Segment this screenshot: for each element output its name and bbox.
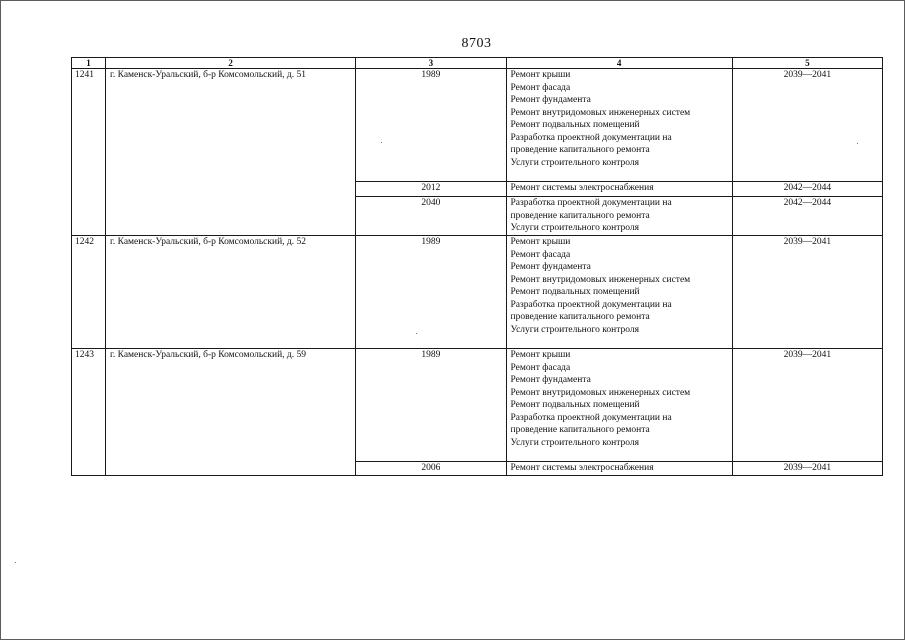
- work-item: проведение капитального ремонта: [510, 145, 650, 155]
- works-list: [506, 69, 732, 182]
- repair-period: 2039—2041: [732, 69, 882, 182]
- work-item: Услуги строительного контроля: [510, 223, 639, 233]
- work-item: Ремонт внутридомовых инженерных систем: [510, 107, 691, 118]
- row-number: 1243: [72, 349, 106, 476]
- building-address: г. Каменск-Уральский, б-р Комсомольский, д. 52: [106, 236, 356, 349]
- work-item: Разработка проектной документации на: [510, 198, 672, 208]
- work-item: проведение капитального ремонта: [510, 210, 650, 221]
- repair-period: 2039—2041: [732, 349, 882, 462]
- table-row: [72, 236, 883, 349]
- work-item: Разработка проектной документации на: [510, 412, 672, 423]
- building-address: г. Каменск-Уральский, б-р Комсомольский, д. 51: [106, 69, 356, 236]
- works-list: [506, 197, 732, 236]
- work-item: Услуги строительного контроля: [510, 157, 639, 168]
- work-item: Ремонт подвальных помещений: [510, 120, 640, 130]
- works-list: [506, 182, 732, 197]
- work-item: Услуги строительного контроля: [510, 324, 639, 335]
- capital-repair-table: [71, 57, 883, 476]
- row-number: 1241: [72, 69, 106, 236]
- work-item: Ремонт внутридомовых инженерных систем: [510, 274, 691, 285]
- repair-period: 2042—2044: [732, 197, 882, 236]
- repair-period: 2039—2041: [732, 462, 882, 476]
- page-number: 8703: [461, 36, 492, 51]
- year-cell: 1989: [356, 349, 506, 462]
- table-row: [72, 349, 883, 462]
- work-item: проведение капитального ремонта: [510, 425, 650, 435]
- work-item: Ремонт подвальных помещений: [510, 400, 640, 410]
- column-header-4: 4: [506, 58, 732, 69]
- year-cell: 2040: [356, 197, 506, 236]
- table-row: [72, 69, 883, 182]
- work-item: Разработка проектной документации на: [510, 132, 672, 143]
- works-list: [506, 236, 732, 349]
- column-header-2: 2: [106, 58, 356, 69]
- column-header-3: 3: [356, 58, 506, 69]
- table-body: [72, 69, 883, 476]
- work-item: Ремонт фасада: [510, 362, 571, 373]
- year-cell: 1989: [356, 236, 506, 349]
- work-item: Ремонт фасада: [510, 249, 571, 260]
- work-item: Ремонт крыши: [510, 350, 571, 360]
- work-item: Ремонт системы электроснабжения: [510, 463, 654, 473]
- work-item: Услуги строительного контроля: [510, 437, 639, 448]
- work-item: Ремонт крыши: [510, 237, 571, 247]
- repair-period: 2042—2044: [732, 182, 882, 197]
- work-item: Ремонт внутридомовых инженерных систем: [510, 387, 691, 398]
- works-list: [506, 462, 732, 476]
- column-header-1: 1: [72, 58, 106, 69]
- work-item: Ремонт фундамента: [510, 95, 591, 105]
- year-cell: 2012: [356, 182, 506, 197]
- work-item: Разработка проектной документации на: [510, 299, 672, 310]
- year-cell: 1989: [356, 69, 506, 182]
- repair-period: 2039—2041: [732, 236, 882, 349]
- works-list: [506, 349, 732, 462]
- work-item: Ремонт фасада: [510, 82, 571, 93]
- year-cell: 2006: [356, 462, 506, 476]
- building-address: г. Каменск-Уральский, б-р Комсомольский, д. 59: [106, 349, 356, 476]
- work-item: Ремонт фундамента: [510, 262, 591, 272]
- table-header-row: [72, 58, 883, 69]
- work-item: Ремонт крыши: [510, 70, 571, 80]
- work-item: проведение капитального ремонта: [510, 312, 650, 322]
- work-item: Ремонт подвальных помещений: [510, 287, 640, 297]
- column-header-5: 5: [732, 58, 882, 69]
- row-number: 1242: [72, 236, 106, 349]
- work-item: Ремонт системы электроснабжения: [510, 183, 654, 193]
- work-item: Ремонт фундамента: [510, 375, 591, 385]
